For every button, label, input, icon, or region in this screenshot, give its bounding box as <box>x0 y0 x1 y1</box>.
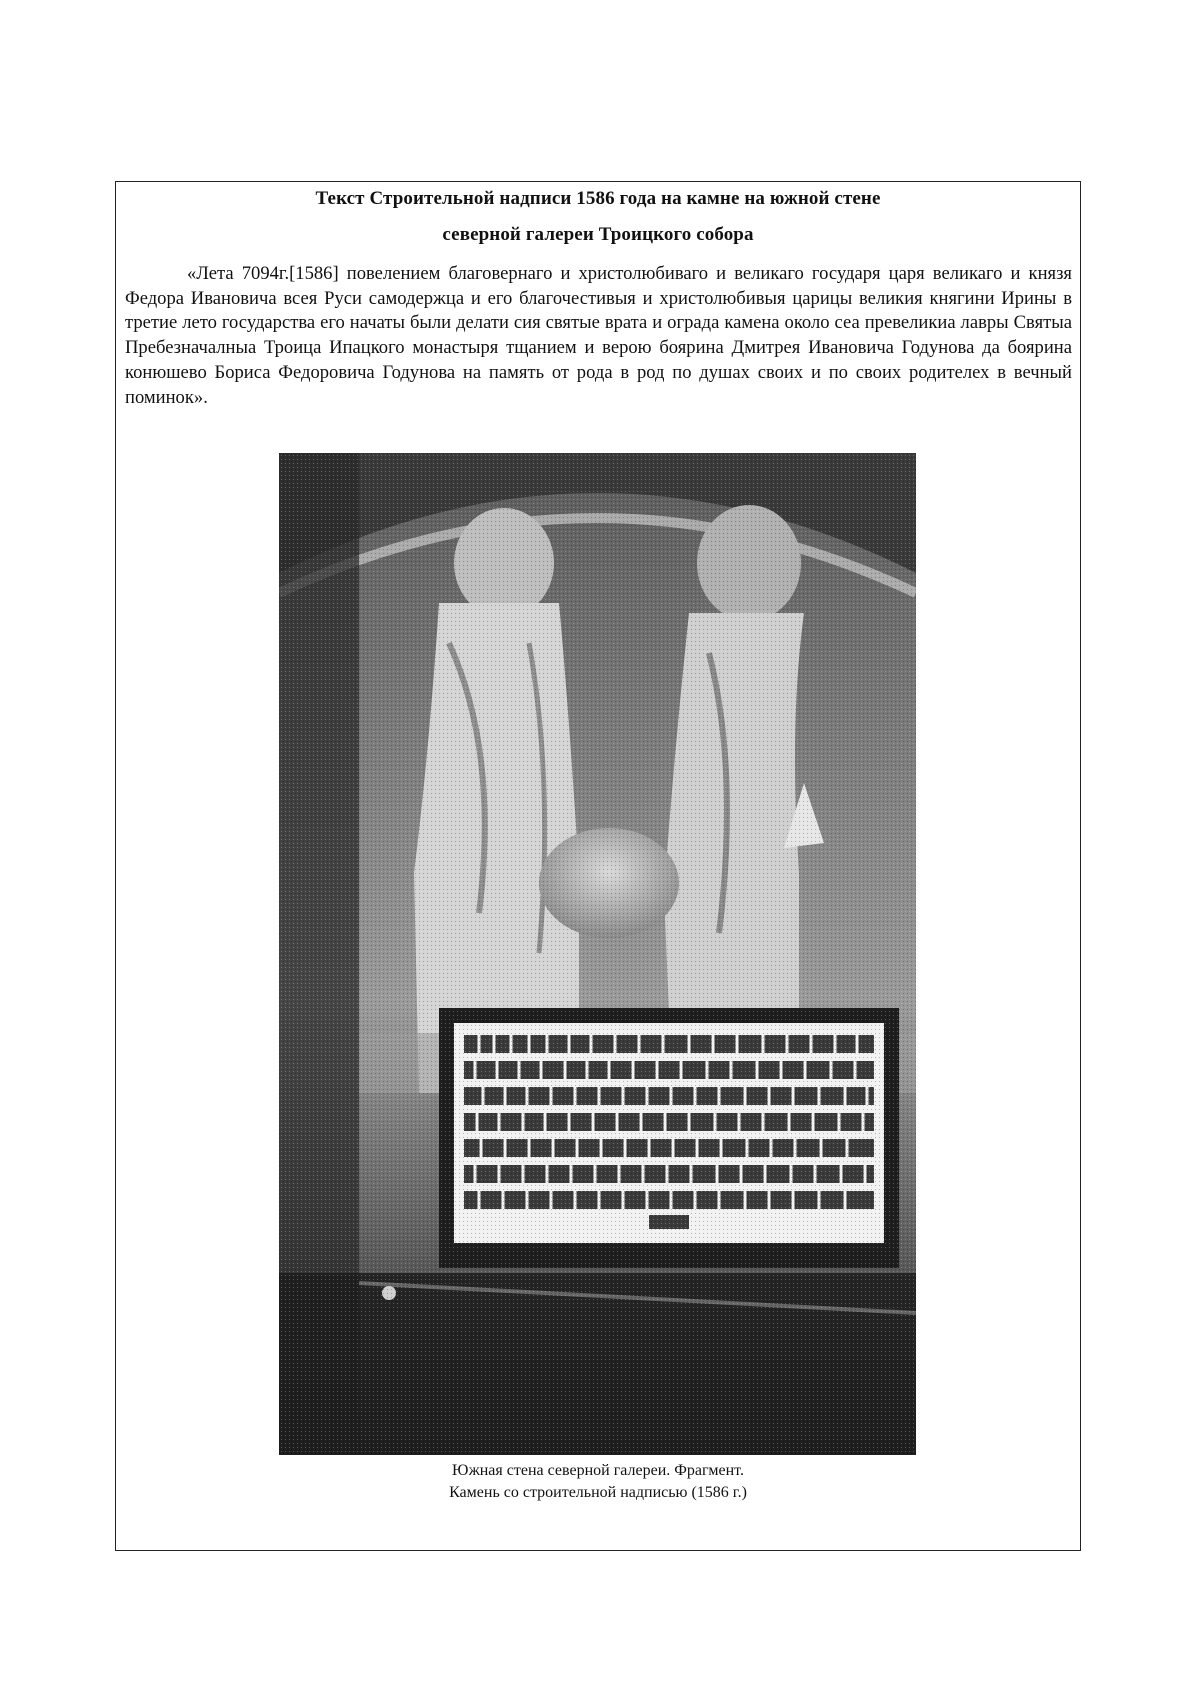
inscription-text: «Лета 7094г.[1586] повелением благовернаго и христолюбиваго и великаго государя царя великаго и князя Федора Ивановича всея Руси самодержца и его благочестивыя и христолюбивыя царицы великия княгини Ирины в третие лето государства его начаты были делати сия святые врата и ограда камена около сеа превеликиа лавры Святыа Пребезначалныа Троица Ипацкого монастыря тщанием и верою боярина Дмитрея Ивановича Годунова да боярина конюшево Бориса Федоровича Годунова на память от рода в род по душах своих и по своих родителех в вечный поминок». <box>125 263 1072 408</box>
photo-caption-line-1: Южная стена северной галереи. Фрагмент. <box>452 1462 744 1479</box>
document-title-line-2: северной галереи Троицкого собора <box>442 224 754 245</box>
document-frame <box>115 181 1081 1551</box>
document-title-line-1: Текст Строительной надписи 1586 года на камне на южной стене <box>315 188 881 209</box>
inscription-photo <box>279 453 916 1455</box>
photo-illustration <box>279 453 916 1455</box>
photo-caption-line-2: Камень со строительной надписью (1586 г.) <box>449 1484 747 1501</box>
